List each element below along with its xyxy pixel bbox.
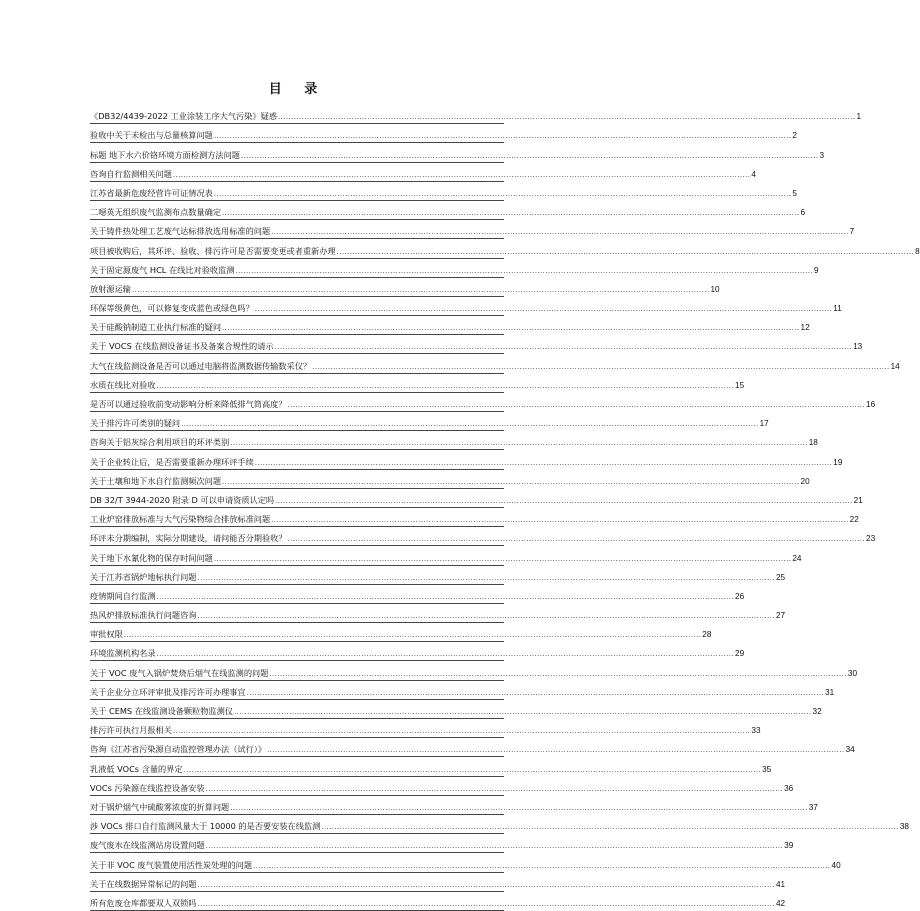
toc-entry-page-number: 8 bbox=[915, 246, 920, 256]
dot-leader: ............................................................................................................................................................................................................................ bbox=[197, 573, 775, 582]
toc-entry-title: 大气在线监测设备是否可以通过电脑将监测数据传输数采仪？ bbox=[90, 360, 312, 371]
toc-entry[interactable] bbox=[90, 470, 810, 489]
toc-entry-title: 工业炉窑排放标准与大气污染物综合排放标准问题 bbox=[90, 514, 271, 525]
toc-entry-page-number: 26 bbox=[735, 591, 745, 601]
toc-entry[interactable] bbox=[90, 681, 835, 700]
toc-entry[interactable] bbox=[90, 450, 843, 469]
toc-entry[interactable] bbox=[90, 239, 920, 258]
toc-entry[interactable] bbox=[90, 834, 794, 853]
toc-entry-page-number: 6 bbox=[800, 208, 806, 218]
dot-leader: ............................................................................................................................................................................................................................ bbox=[277, 113, 856, 122]
toc-entry[interactable] bbox=[90, 527, 876, 546]
toc-entry-title: VOCs 污染源在线监控设备安装 bbox=[90, 782, 205, 793]
toc-entry-page-number: 22 bbox=[849, 515, 859, 525]
toc-entry[interactable] bbox=[90, 201, 806, 220]
toc-entry-page-number: 31 bbox=[825, 687, 835, 697]
toc-entry[interactable] bbox=[90, 623, 712, 642]
dot-leader: ............................................................................................................................................................................................................................ bbox=[205, 784, 784, 793]
toc-entry[interactable] bbox=[90, 719, 761, 738]
toc-entry[interactable] bbox=[90, 220, 855, 239]
toc-entry-title: 关于在线数据异常标记的问题 bbox=[90, 878, 197, 889]
toc-entry-page-number: 42 bbox=[775, 898, 786, 908]
dot-leader: ............................................................................................................................................................................................................................ bbox=[274, 343, 853, 352]
toc-entry-title: 咨询自行监测相关问题 bbox=[90, 168, 172, 179]
toc-entry-title: 环境监测机构名录 bbox=[90, 648, 156, 659]
toc-entry-page-number: 11 bbox=[833, 304, 842, 314]
toc-entry-title: 关于地下水氰化物的保存时间问题 bbox=[90, 552, 213, 563]
toc-entry-page-number: 33 bbox=[751, 726, 761, 736]
toc-entry-title: 热风炉排放标准执行问题咨询 bbox=[90, 610, 197, 621]
toc-entry[interactable] bbox=[90, 105, 862, 124]
toc-title: 目 录 bbox=[268, 82, 327, 97]
toc-entry-title: 废气废水在线监测站房设置问题 bbox=[90, 840, 205, 851]
dot-leader: ............................................................................................................................................................................................................................ bbox=[156, 650, 735, 659]
toc-entry-title: 标题 地下水六价铬环境方面检测方法问题 bbox=[90, 149, 240, 160]
dot-leader: ............................................................................................................................................................................................................................ bbox=[213, 189, 792, 198]
toc-entry-page-number: 18 bbox=[808, 438, 818, 448]
toc-entry-page-number: 39 bbox=[784, 841, 794, 851]
dot-leader: ............................................................................................................................................................................................................................ bbox=[271, 228, 849, 237]
toc-entry-title: 关于固定源废气 HCL 在线比对验收监测 bbox=[90, 264, 235, 275]
toc-entry[interactable] bbox=[90, 815, 909, 834]
dot-leader: ............................................................................................................................................................................................................................ bbox=[269, 669, 847, 678]
dot-leader: ............................................................................................................................................................................................................................ bbox=[275, 496, 853, 505]
dot-leader: ............................................................................................................................................................................................................................ bbox=[172, 727, 751, 736]
toc-entry-page-number: 1 bbox=[856, 112, 862, 122]
toc-entry-title: 排污许可执行月报相关 bbox=[90, 725, 172, 736]
toc-entry-title: 关于土壤和地下水自行监测频次问题 bbox=[90, 475, 222, 486]
toc-entry-page-number: 10 bbox=[710, 284, 720, 294]
toc-entry[interactable] bbox=[90, 508, 859, 527]
toc-entry-title: 涉 VOCs 排口自行监测风量大于 10000 的是否要安装在线监测 bbox=[90, 821, 321, 832]
toc-entry-page-number: 36 bbox=[784, 783, 794, 793]
toc-entry-page-number: 3 bbox=[819, 150, 825, 160]
dot-leader: ............................................................................................................................................................................................................................ bbox=[183, 765, 762, 774]
toc-entry-title: 所有危废仓库都要双人双锁吗 bbox=[90, 897, 197, 908]
toc-entry-page-number: 20 bbox=[800, 476, 810, 486]
toc-entry[interactable] bbox=[90, 604, 786, 623]
toc-entry[interactable] bbox=[90, 777, 794, 796]
toc-entry-title: 关于硅酸钠制造工业执行标准的疑问 bbox=[90, 322, 222, 333]
toc-entry-title: 关于排污许可类别的疑问 bbox=[90, 418, 181, 429]
toc-entry-title: DB 32/T 3944-2020 附录 D 可以申请资质认定吗 bbox=[90, 494, 275, 505]
toc-entry-page-number: 7 bbox=[849, 227, 855, 237]
dot-leader: ............................................................................................................................................................................................................................ bbox=[156, 381, 735, 390]
toc-entry-page-number: 24 bbox=[792, 553, 802, 563]
toc-entry[interactable] bbox=[90, 642, 745, 661]
dot-leader: ............................................................................................................................................................................................................................ bbox=[287, 535, 866, 544]
toc-entry[interactable] bbox=[90, 182, 797, 201]
toc-entry[interactable] bbox=[90, 661, 858, 680]
dot-leader: ............................................................................................................................................................................................................................ bbox=[205, 842, 784, 851]
toc-entry-title: 关于 VOCS 在线监测设备证书及备案合规性的请示 bbox=[90, 341, 274, 352]
toc-entry-title: 二噁英无组织废气监测布点数量确定 bbox=[90, 207, 222, 218]
toc-entry-title: 环保等级黄色，可以修复变成蓝色或绿色吗？ bbox=[90, 303, 254, 314]
toc-entry-page-number: 5 bbox=[792, 188, 797, 198]
toc-entry[interactable] bbox=[90, 431, 818, 450]
toc-entry[interactable] bbox=[90, 757, 772, 776]
toc-entry-page-number: 37 bbox=[808, 802, 818, 812]
dot-leader: ............................................................................................................................................................................................................................ bbox=[336, 247, 915, 256]
toc-entry[interactable] bbox=[90, 316, 810, 335]
dot-leader: ............................................................................................................................................................................................................................ bbox=[253, 861, 831, 870]
toc-entry-page-number: 4 bbox=[751, 169, 756, 179]
toc-entry-title: 关于企业转让后，是否需要重新办理环评手续 bbox=[90, 456, 254, 467]
toc-entry[interactable] bbox=[90, 393, 876, 412]
toc-entry-title: 关于铸件热处理工艺废气达标排放选用标准的问题 bbox=[90, 226, 271, 237]
toc-entry-title: 关于 CEMS 在线监测设备颗粒物监测仪 bbox=[90, 706, 233, 716]
dot-leader: ............................................................................................................................................................................................................................ bbox=[222, 209, 800, 218]
dot-leader: ............................................................................................................................................................................................................................ bbox=[213, 132, 792, 141]
toc-entry-page-number: 21 bbox=[853, 495, 863, 505]
toc-entry-page-number: 41 bbox=[775, 879, 786, 889]
dot-leader: ............................................................................................................................................................................................................................ bbox=[222, 477, 800, 486]
toc-entry-title: 水质在线比对验收 bbox=[90, 379, 156, 390]
dot-leader: ............................................................................................................................................................................................................................ bbox=[230, 803, 808, 812]
toc-entry[interactable] bbox=[90, 546, 802, 565]
toc-entry[interactable] bbox=[90, 873, 786, 892]
dot-leader: ............................................................................................................................................................................................................................ bbox=[197, 612, 775, 621]
toc-entry[interactable] bbox=[90, 259, 819, 278]
dot-leader: ............................................................................................................................................................................................................................ bbox=[271, 516, 849, 525]
dot-leader: ............................................................................................................................................................................................................................ bbox=[222, 324, 800, 333]
toc-entry-page-number: 14 bbox=[890, 361, 900, 371]
dot-leader: ............................................................................................................................................................................................................................ bbox=[267, 746, 845, 755]
toc-entry-page-number: 9 bbox=[813, 265, 819, 275]
toc-entry-page-number: 12 bbox=[800, 323, 810, 333]
toc-entry[interactable] bbox=[90, 278, 720, 297]
dot-leader: ............................................................................................................................................................................................................................ bbox=[287, 401, 866, 409]
toc-entry-page-number: 35 bbox=[762, 764, 772, 774]
toc-entry-page-number: 17 bbox=[759, 419, 769, 429]
toc-entry[interactable] bbox=[90, 354, 900, 373]
toc-entry-title: 验收中关于未检出与总量核算问题 bbox=[90, 130, 213, 141]
dot-leader: ............................................................................................................................................................................................................................ bbox=[254, 458, 833, 467]
toc-list bbox=[90, 105, 920, 911]
toc-entry-page-number: 32 bbox=[812, 707, 822, 716]
toc-entry[interactable] bbox=[90, 738, 855, 757]
toc-entry-page-number: 34 bbox=[845, 745, 855, 755]
dot-leader: ............................................................................................................................................................................................................................ bbox=[213, 554, 792, 563]
dot-leader: ............................................................................................................................................................................................................................ bbox=[197, 899, 775, 908]
toc-entry-page-number: 25 bbox=[775, 572, 786, 582]
dot-leader: ............................................................................................................................................................................................................................ bbox=[254, 305, 833, 314]
toc-entry-title: 关于江苏省锅炉地标执行问题 bbox=[90, 571, 197, 582]
toc-entry-title: 疫情期间自行监测 bbox=[90, 590, 156, 601]
toc-entry[interactable] bbox=[90, 124, 797, 143]
toc-entry[interactable] bbox=[90, 335, 863, 354]
toc-entry[interactable] bbox=[90, 374, 745, 393]
toc-entry-page-number: 27 bbox=[775, 611, 786, 621]
toc-entry[interactable] bbox=[90, 853, 841, 872]
toc-entry-page-number: 13 bbox=[853, 342, 863, 352]
toc-entry[interactable] bbox=[90, 796, 818, 815]
toc-entry-title: 审批权限 bbox=[90, 629, 123, 640]
toc-entry-page-number: 29 bbox=[735, 649, 745, 659]
toc-entry-title: 乳液低 VOCs 含量的界定 bbox=[90, 763, 183, 774]
toc-entry-title: 项目被收购后，其环评、验收、排污许可是否需要变更或者重新办理 bbox=[90, 245, 336, 256]
toc-entry[interactable] bbox=[90, 585, 745, 604]
dot-leader: ............................................................................................................................................................................................................................ bbox=[230, 439, 808, 448]
toc-entry-title: 是否可以通过验收前变动影响分析来降低排气筒高度？ bbox=[90, 399, 287, 409]
dot-leader: ............................................................................................................................................................................................................................ bbox=[156, 592, 735, 601]
toc-entry-page-number: 23 bbox=[866, 534, 876, 544]
toc-entry-page-number: 40 bbox=[831, 860, 841, 870]
toc-entry-title: 环评未分期编制，实际分期建设，请问能否分期验收？ bbox=[90, 533, 287, 544]
toc-entry-title: 关于非 VOC 废气装置使用活性炭处理的问题 bbox=[90, 859, 253, 870]
dot-leader: ............................................................................................................................................................................................................................ bbox=[235, 266, 813, 275]
toc-entry-title: 关于企业分立环评审批及排污许可办理事宜 bbox=[90, 686, 246, 697]
toc-entry-title: 江苏省最新危废经营许可证情况表 bbox=[90, 187, 213, 198]
dot-leader: ............................................................................................................................................................................................................................ bbox=[181, 420, 759, 429]
toc-entry[interactable] bbox=[90, 700, 822, 719]
toc-entry[interactable] bbox=[90, 892, 786, 911]
dot-leader: ............................................................................................................................................................................................................................ bbox=[197, 880, 775, 889]
toc-entry[interactable] bbox=[90, 143, 825, 162]
dot-leader: ............................................................................................................................................................................................................................ bbox=[172, 170, 751, 179]
toc-entry-page-number: 28 bbox=[702, 630, 712, 640]
toc-entry-title: 咨询《江苏省污染源自动监控管理办法（试行）》 bbox=[90, 744, 267, 755]
toc-entry-page-number: 30 bbox=[847, 668, 858, 678]
toc-entry-title: 关于 VOC 废气入锅炉焚烧后烟气在线监测的问题 bbox=[90, 667, 269, 678]
toc-entry[interactable] bbox=[90, 163, 756, 182]
dot-leader: ............................................................................................................................................................................................................................ bbox=[131, 285, 710, 294]
dot-leader: ............................................................................................................................................................................................................................ bbox=[321, 823, 899, 832]
toc-entry-page-number: 19 bbox=[833, 457, 843, 467]
dot-leader: ............................................................................................................................................................................................................................ bbox=[240, 151, 819, 160]
toc-entry-title: 放射源运输 bbox=[90, 283, 131, 294]
toc-entry[interactable] bbox=[90, 412, 769, 431]
dot-leader: ............................................................................................................................................................................................................................ bbox=[312, 362, 890, 371]
toc-entry[interactable] bbox=[90, 489, 863, 508]
toc-entry[interactable] bbox=[90, 566, 786, 585]
toc-entry-page-number: 38 bbox=[899, 822, 909, 832]
dot-leader: ............................................................................................................................................................................................................................ bbox=[123, 631, 702, 640]
toc-entry-title: 对于锅炉烟气中硫酸雾浓度的折算问题 bbox=[90, 801, 230, 812]
toc-entry[interactable] bbox=[90, 297, 842, 316]
toc-entry-title: 《DB32/4439-2022 工业涂装工序大气污染》疑惑 bbox=[90, 111, 277, 122]
toc-entry-page-number: 2 bbox=[792, 131, 797, 141]
dot-leader: ............................................................................................................................................................................................................................ bbox=[246, 688, 825, 697]
toc-entry-page-number: 16 bbox=[866, 400, 876, 409]
dot-leader: ............................................................................................................................................................................................................................ bbox=[233, 708, 812, 716]
toc-entry-title: 咨询关于铝灰综合利用项目的环评类别 bbox=[90, 437, 230, 448]
toc-entry-page-number: 15 bbox=[735, 380, 745, 390]
